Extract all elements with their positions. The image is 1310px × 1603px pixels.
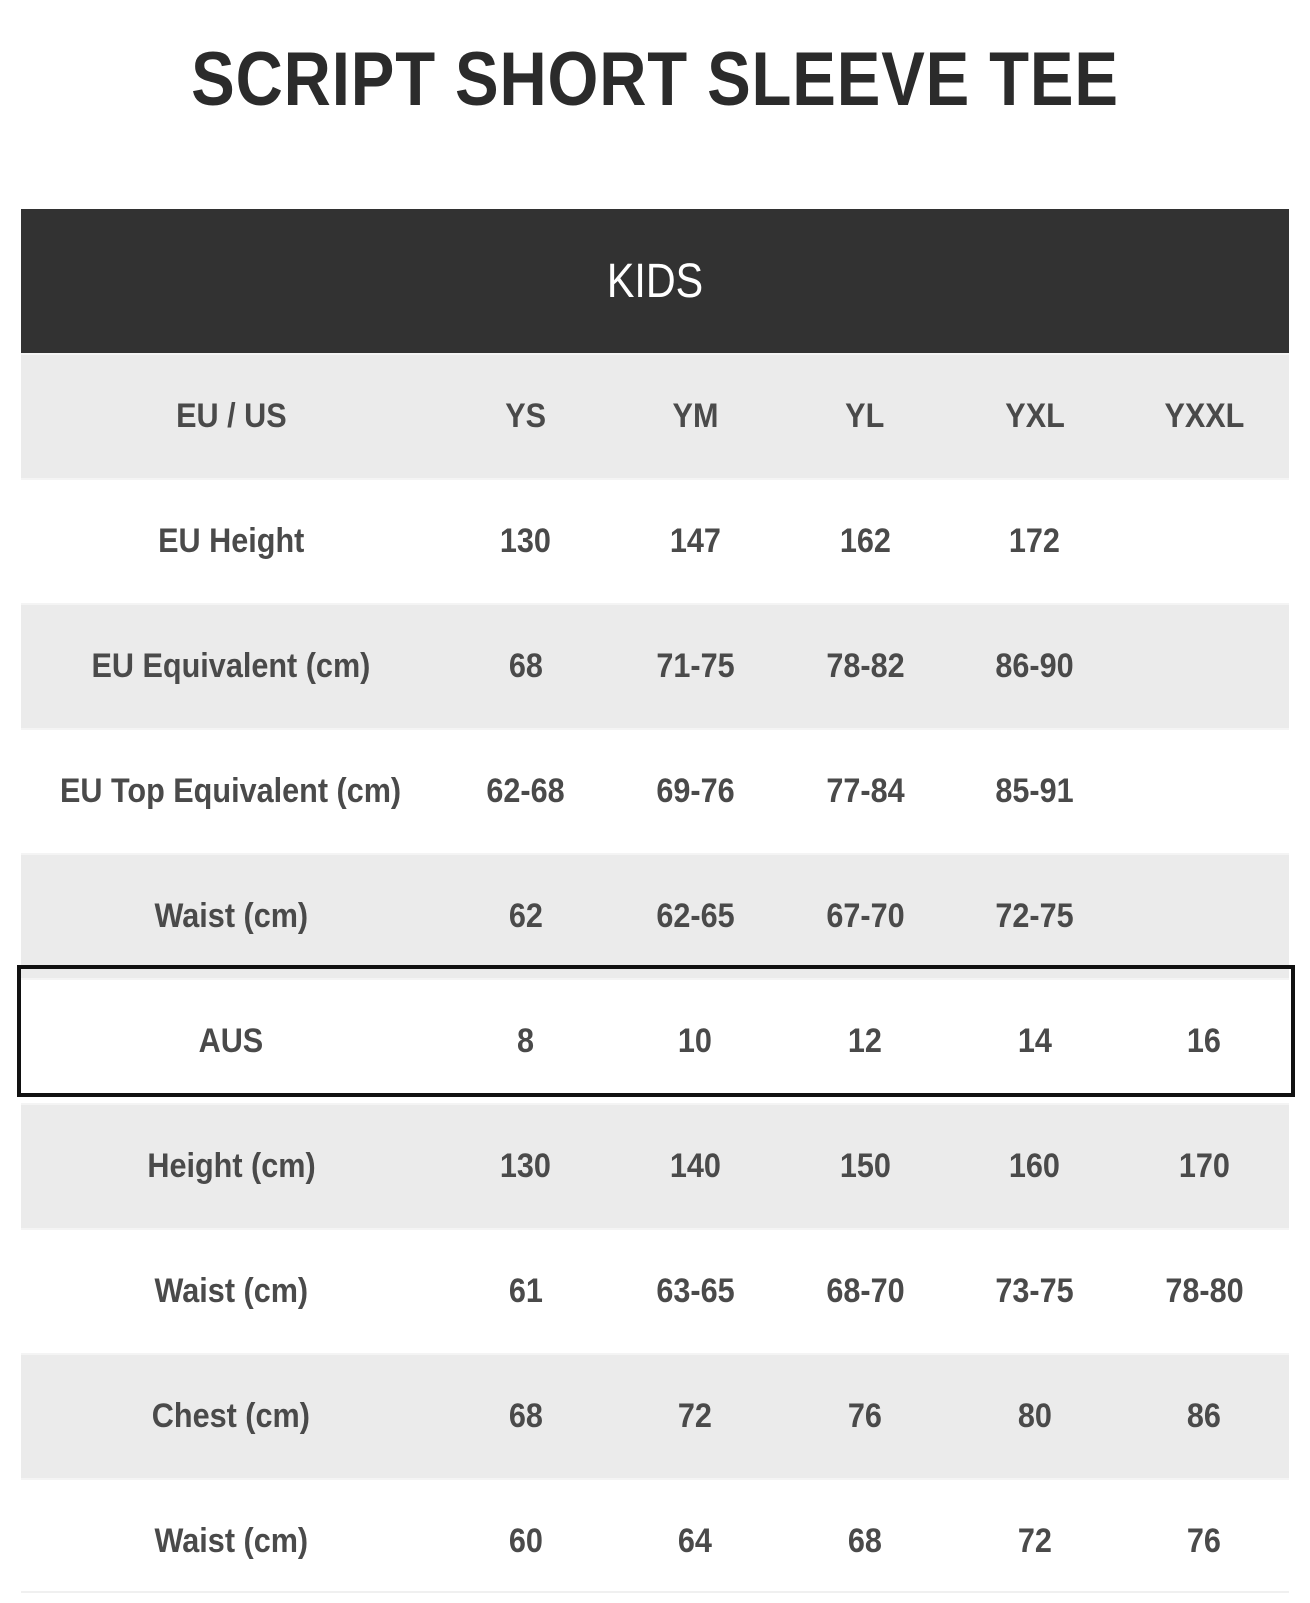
value-cell: 63-65 (611, 1229, 781, 1354)
value-cell: 16 (1119, 979, 1289, 1104)
value-cell (1119, 729, 1289, 854)
value-cell: 162 (780, 479, 950, 604)
value-cell: 147 (611, 479, 781, 604)
value-cell: 78-80 (1119, 1229, 1289, 1354)
value-cell: 68 (441, 604, 611, 729)
value-cell: 14 (950, 979, 1120, 1104)
section-banner (21, 209, 1289, 354)
value-cell (1119, 854, 1289, 979)
value-cell: 72-75 (950, 854, 1120, 979)
table-row (21, 604, 1289, 729)
value-cell: 130 (441, 1104, 611, 1229)
value-cell: 71-75 (611, 604, 781, 729)
size-chart-table (21, 209, 1289, 1603)
page-title: SCRIPT SHORT SLEEVE TEE (191, 37, 1119, 122)
value-cell: 10 (611, 979, 781, 1104)
table-row-aus-highlighted (21, 979, 1289, 1104)
row-label-cell: Waist (cm) (21, 1229, 441, 1354)
value-cell: 86-90 (950, 604, 1120, 729)
value-cell: 140 (611, 1104, 781, 1229)
value-cell: 61 (441, 1229, 611, 1354)
table-row (21, 1479, 1289, 1603)
value-cell: 64 (611, 1479, 781, 1603)
table-row (21, 729, 1289, 854)
table-row (21, 479, 1289, 604)
value-cell: 60 (441, 1479, 611, 1603)
value-cell: 69-76 (611, 729, 781, 854)
value-cell: 72 (611, 1354, 781, 1479)
value-cell: 76 (780, 1354, 950, 1479)
row-label-cell: AUS (21, 979, 441, 1104)
size-header-cell: YL (780, 354, 950, 479)
size-header-row (21, 354, 1289, 479)
value-cell: 80 (950, 1354, 1120, 1479)
value-cell: 160 (950, 1104, 1120, 1229)
section-label: KIDS (606, 254, 704, 308)
row-label-cell: Chest (cm) (21, 1354, 441, 1479)
row-label-cell: Waist (cm) (21, 1479, 441, 1603)
size-header-cell: YXXL (1119, 354, 1289, 479)
value-cell: 150 (780, 1104, 950, 1229)
value-cell (1119, 604, 1289, 729)
value-cell: 78-82 (780, 604, 950, 729)
value-cell: 62-68 (441, 729, 611, 854)
value-cell: 72 (950, 1479, 1120, 1603)
value-cell: 77-84 (780, 729, 950, 854)
value-cell: 68 (441, 1354, 611, 1479)
table-bottom-divider (21, 1591, 1289, 1593)
value-cell: 67-70 (780, 854, 950, 979)
value-cell: 85-91 (950, 729, 1120, 854)
value-cell: 76 (1119, 1479, 1289, 1603)
value-cell: 170 (1119, 1104, 1289, 1229)
value-cell (1119, 479, 1289, 604)
value-cell: 172 (950, 479, 1120, 604)
row-label-cell: EU Top Equivalent (cm) (21, 729, 441, 854)
value-cell: 68 (780, 1479, 950, 1603)
value-cell: 12 (780, 979, 950, 1104)
table-row (21, 1229, 1289, 1354)
row-label-cell: EU Height (21, 479, 441, 604)
table-row (21, 1354, 1289, 1479)
table-row (21, 854, 1289, 979)
value-cell: 86 (1119, 1354, 1289, 1479)
value-cell: 130 (441, 479, 611, 604)
size-header-cell: YS (441, 354, 611, 479)
size-header-cell: YXL (950, 354, 1120, 479)
value-cell: 68-70 (780, 1229, 950, 1354)
row-label-cell: Waist (cm) (21, 854, 441, 979)
value-cell: 62-65 (611, 854, 781, 979)
header-label-cell: EU / US (21, 354, 441, 479)
value-cell: 62 (441, 854, 611, 979)
row-label-cell: EU Equivalent (cm) (21, 604, 441, 729)
row-label-cell: Height (cm) (21, 1104, 441, 1229)
table-row (21, 1104, 1289, 1229)
value-cell: 8 (441, 979, 611, 1104)
size-header-cell: YM (611, 354, 781, 479)
value-cell: 73-75 (950, 1229, 1120, 1354)
